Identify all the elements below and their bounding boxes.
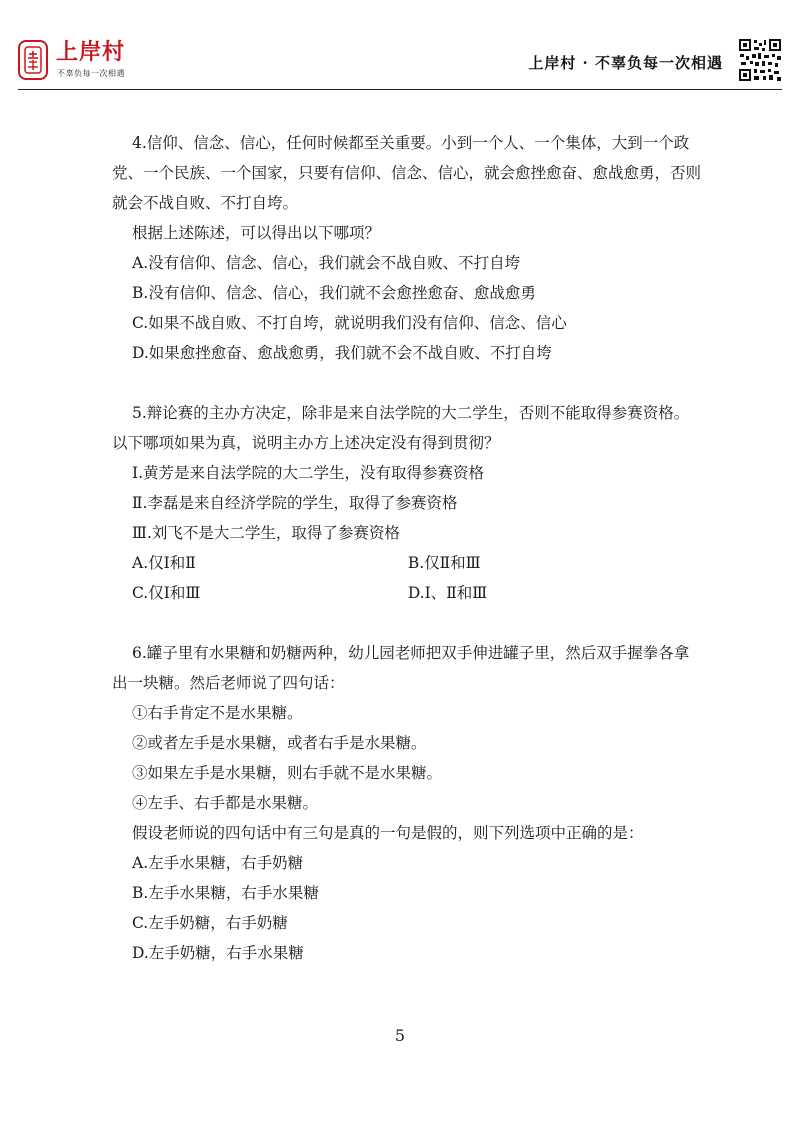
- option-d: D.左手奶糖，右手水果糖: [132, 944, 304, 962]
- question-spacer: [112, 368, 702, 398]
- question-stem-line: 党、一个民族、一个国家，只要有信仰、信念、信心，就会愈挫愈奋、愈战愈勇，否则: [112, 164, 702, 182]
- question-stem-line: 4.信仰、信念、信心，任何时候都至关重要。小到一个人、一个集体，大到一个政: [132, 134, 690, 152]
- question-content: [112, 128, 702, 968]
- question-6: [112, 638, 702, 968]
- option-d: D.Ⅰ、Ⅱ和Ⅲ: [407, 584, 488, 602]
- option-b: B.仅Ⅱ和Ⅲ: [407, 554, 481, 572]
- brand-slogan: 不辜负每一次相遇: [57, 69, 125, 78]
- question-4: [112, 128, 702, 368]
- option-d: D.如果愈挫愈奋、愈战愈勇，我们就不会不战自败、不打自垮: [132, 344, 552, 362]
- statement-3: Ⅲ.刘飞不是大二学生，取得了参赛资格: [132, 524, 400, 542]
- statement-1: Ⅰ.黄芳是来自法学院的大二学生，没有取得参赛资格: [132, 464, 485, 482]
- qr-code-icon: [738, 38, 782, 82]
- question-prompt: 假设老师说的四句话中有三句是真的一句是假的，则下列选项中正确的是：: [132, 824, 644, 842]
- question-stem-line: 就会不战自败、不打自垮。: [112, 194, 299, 212]
- option-a: A.没有信仰、信念、信心，我们就会不战自败、不打自垮: [132, 254, 521, 272]
- page-number: 5: [394, 1026, 406, 1045]
- question-stem-line: 6.罐子里有水果糖和奶糖两种，幼儿园老师把双手伸进罐子里，然后双手握拳各拿: [132, 644, 690, 662]
- statement-3: ③如果左手是水果糖，则右手就不是水果糖。: [132, 764, 443, 782]
- header-divider: [18, 89, 782, 90]
- option-c: C.左手奶糖，右手奶糖: [132, 914, 288, 932]
- page-header: [0, 0, 800, 96]
- option-a: A.仅Ⅰ和Ⅱ: [132, 554, 196, 572]
- option-row: [112, 578, 702, 608]
- question-stem-line: 出一块糖。然后老师说了四句话：: [112, 674, 345, 692]
- option-c: C.如果不战自败、不打自垮，就说明我们没有信仰、信念、信心: [132, 314, 567, 332]
- logo-seal-icon: [18, 40, 48, 80]
- statement-4: ④左手、右手都是水果糖。: [132, 794, 319, 812]
- option-b: B.左手水果糖，右手水果糖: [132, 884, 319, 902]
- option-c: C.仅Ⅰ和Ⅲ: [132, 584, 201, 602]
- question-5: [112, 398, 702, 608]
- question-spacer: [112, 608, 702, 638]
- option-b: B.没有信仰、信念、信心，我们就不会愈挫愈奋、愈战愈勇: [132, 284, 536, 302]
- statement-2: Ⅱ.李磊是来自经济学院的学生，取得了参赛资格: [132, 494, 458, 512]
- header-tagline: 上岸村 · 不辜负每一次相遇: [528, 54, 723, 72]
- option-a: A.左手水果糖，右手奶糖: [132, 854, 304, 872]
- option-row: [112, 548, 702, 578]
- question-stem-line: 5.辩论赛的主办方决定，除非是来自法学院的大二学生，否则不能取得参赛资格。: [132, 404, 690, 422]
- brand-name: 上岸村: [56, 40, 126, 65]
- question-prompt: 根据上述陈述，可以得出以下哪项？: [132, 224, 381, 242]
- question-stem-line: 以下哪项如果为真，说明主办方上述决定没有得到贯彻？: [112, 434, 500, 452]
- statement-2: ②或者左手是水果糖，或者右手是水果糖。: [132, 734, 427, 752]
- statement-1: ①右手肯定不是水果糖。: [132, 704, 303, 722]
